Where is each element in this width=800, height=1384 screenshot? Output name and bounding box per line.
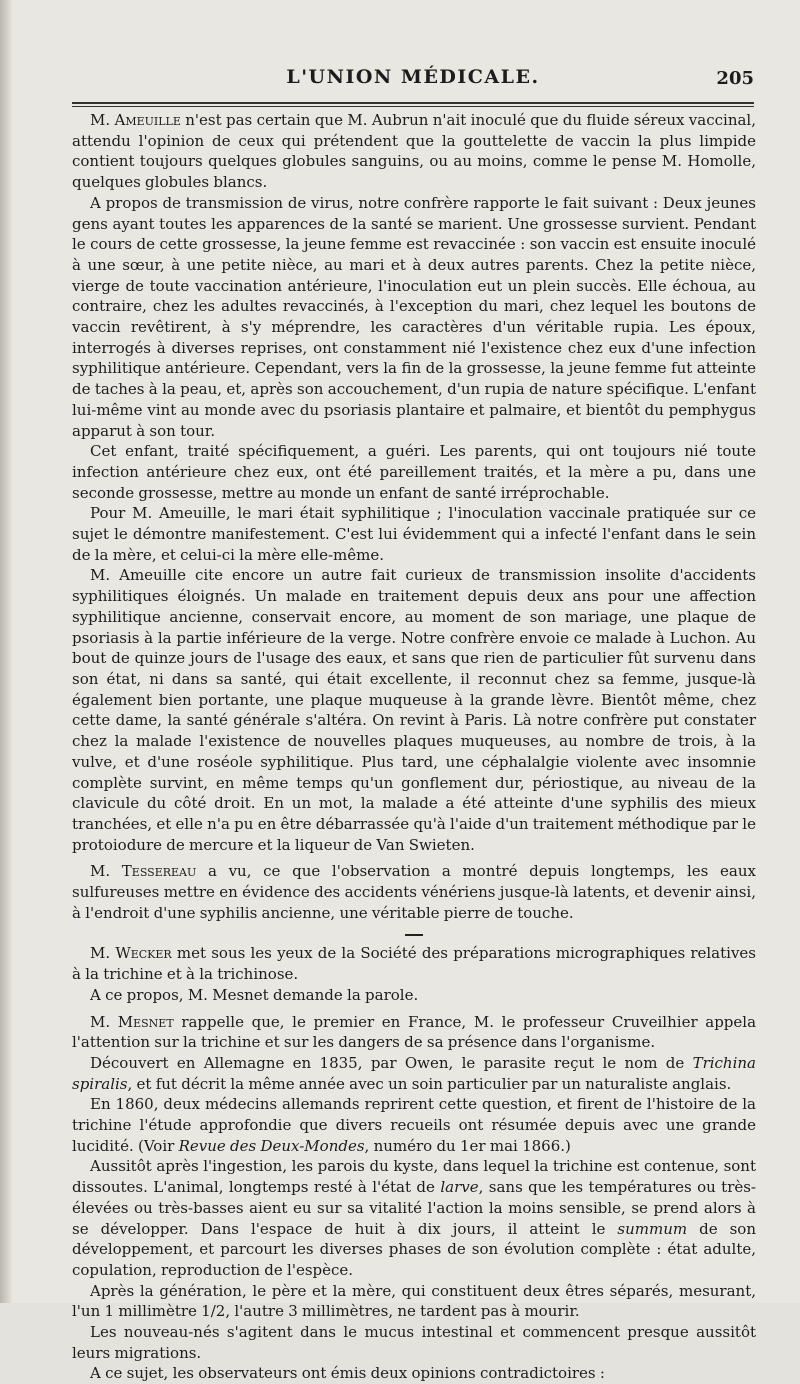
paragraph: Cet enfant, traité spécifiquement, a guéri. Les parents, qui ont toujours nié toute infection antérieure chez eux, ont été pareillement traités, et la mère a pu, dans une seconde grossesse, mettre au monde un enfant de santé irréprochable. <box>72 442 756 502</box>
paragraph-text: a vu, ce que l'observation a montré depuis longtemps, les eaux sulfureuses mettre en évidence des accidents vénériens jusque-là latents, et devenir ainsi, à l'endroit d'une syphilis ancienne, une véritable pierre de touche. <box>72 862 756 922</box>
text-run: de son développement, et parcourt les diverses phases de son évolution complète : état adulte, copulation, reproduction de l'espèce. <box>72 1219 756 1279</box>
page-number: 205 <box>716 68 754 89</box>
italic-term: Revue des Deux-Mondes <box>178 1136 365 1155</box>
paragraph: A ce sujet, les observateurs ont émis deux opinions contradictoires : <box>90 1364 605 1383</box>
paragraph <box>72 943 756 984</box>
article-body <box>72 110 756 1384</box>
paragraph-text: met sous les yeux de la Société des préparations micrographiques relatives à la trichine et à la trichinose. <box>72 944 756 984</box>
paragraph <box>72 1156 756 1280</box>
paragraph: Pour M. Ameuille, le mari était syphilitique ; l'inoculation vaccinale pratiquée sur ce sujet le démontre manifestement. C'est lui évidemment qui a infecté l'enfant dans le sein de la mère, et celui-ci la mère elle-même. <box>72 504 756 564</box>
section-separator <box>72 927 756 941</box>
paragraph <box>72 110 756 193</box>
journal-title: L'UNION MÉDICALE. <box>286 66 540 88</box>
paragraph-text: rappelle que, le premier en France, M. le professeur Cruveilhier appela l'attention sur la trichine et sur les dangers de sa présence dans l'organisme. <box>72 1012 757 1052</box>
speaker-name: M. Mesnet <box>90 1012 174 1031</box>
page-left-edge-shadow <box>0 0 12 1303</box>
text-run: , et fut décrit la même année avec un soin particulier par un naturaliste anglais. <box>127 1074 732 1093</box>
text-run: Aussitôt après l'ingestion, les parois du kyste, dans lequel la trichine est contenue, sont dissoutes. L'animal, longtemps resté à l'état de <box>72 1157 756 1197</box>
speaker-name: M. Wecker <box>90 944 172 963</box>
paragraph <box>72 1094 756 1156</box>
paragraph <box>72 861 756 923</box>
text-run: En 1860, deux médecins allemands reprirent cette question, et firent de l'histoire de la trichine l'étude approfondie que divers recueils ont résumée depuis avec une grande lucidité. (Voir <box>72 1095 756 1155</box>
paragraph: Les nouveau-nés s'agitent dans le mucus intestinal et commencent presque aussitôt leurs migrations. <box>72 1323 756 1362</box>
paragraph <box>72 1012 756 1053</box>
running-header <box>72 64 754 100</box>
italic-term: Trichina spiralis <box>72 1053 756 1093</box>
paragraph <box>72 1053 756 1094</box>
text-run: , numéro du 1er mai 1866.) <box>364 1136 571 1155</box>
header-rule <box>72 102 754 107</box>
text-run: Découvert en Allemagne en 1835, par Owen, le parasite reçut le nom de <box>90 1053 693 1072</box>
paragraph: M. Ameuille cite encore un autre fait curieux de transmission insolite d'accidents syphilitiques éloignés. Un malade en traitement depuis deux ans pour une affection syphilitique ancienne, conservait encore, au moment de son mariage, une plaque de psoriasis à la partie inférieure de la verge. Notre confrère envoie ce malade à Luchon. Au bout de quinze jours de l'usage des eaux, et sans que rien de particulier fût survenu dans son état, ni dans sa santé, qui était excellente, il reconnut chez sa femme, jusque-là également bien portante, une plaque muqueuse à la grande lèvre. Bientôt même, chez cette dame, la santé générale s'altéra. On revint à Paris. Là notre confrère put constater chez la malade l'existence de nouvelles plaques muqueuses, au nombre de trois, à la vulve, et d'une roséole syphilitique. Plus tard, une céphalalgie violente avec insomnie complète survint, en même temps qu'un gonflement dur, périostique, au niveau de la clavicule du côté droit. En un mot, la malade a été atteinte d'une syphilis des mieux tranchées, et elle n'a pu en être débarrassée qu'à l'aide d'un traitement méthodique par le protoiodure de mercure et la liqueur de Van Swieten. <box>72 566 756 854</box>
paragraph: Après la génération, le père et la mère, qui constituent deux êtres séparés, mesurant, l'un 1 millimètre 1/2, l'autre 3 millimètres, ne tardent pas à mourir. <box>72 1281 756 1321</box>
speaker-name: M. Ameuille <box>90 111 181 129</box>
paragraph: A ce propos, M. Mesnet demande la parole. <box>90 985 419 1004</box>
text-run: , sans que les températures ou très-élevées ou très-basses aient eu sur sa vitalité l'action la moins sensible, se prend alors à se développer. Dans l'espace de huit à dix jours, il atteint le <box>72 1178 757 1238</box>
paragraph-text: n'est pas certain que M. Aubrun n'ait inoculé que du fluide séreux vaccinal, attendu l'opinion de ceux qui prétendent que la gouttelette de vaccin la plus limpide contient toujours quelques globules sanguins, ou au moins, comme le pense M. Homolle, quelques globules blancs. <box>72 111 756 192</box>
speaker-name: M. Tessereau <box>90 862 197 881</box>
paragraph: A propos de transmission de virus, notre confrère rapporte le fait suivant : Deux jeunes gens ayant toutes les apparences de la santé se marient. Une grossesse survient. Pendant le cours de cette grossesse, la jeune femme est revaccinée : son vaccin est ensuite inoculé à une sœur, à une petite nièce, au mari et à deux autres parents. Chez la petite nièce, vierge de toute vaccination antérieure, l'inoculation eut un plein succès. Elle échoua, au contraire, chez les adultes revaccinés, à l'exception du mari, chez lequel les boutons de vaccin revêtirent, à s'y méprendre, les caractères d'un véritable rupia. Les époux, interrogés à diverses reprises, ont constamment nié l'existence chez eux d'une infection syphilitique antérieure. Cependant, vers la fin de la grossesse, la jeune femme fut atteinte de taches à la peau, et, après son accouchement, d'un rupia de nature spécifique. L'enfant lui-même vint au monde avec du psoriasis plantaire et palmaire, et bientôt du pemphygus apparut à son tour. <box>72 193 756 440</box>
italic-term: summum <box>617 1219 688 1238</box>
italic-term: larve <box>440 1178 479 1197</box>
